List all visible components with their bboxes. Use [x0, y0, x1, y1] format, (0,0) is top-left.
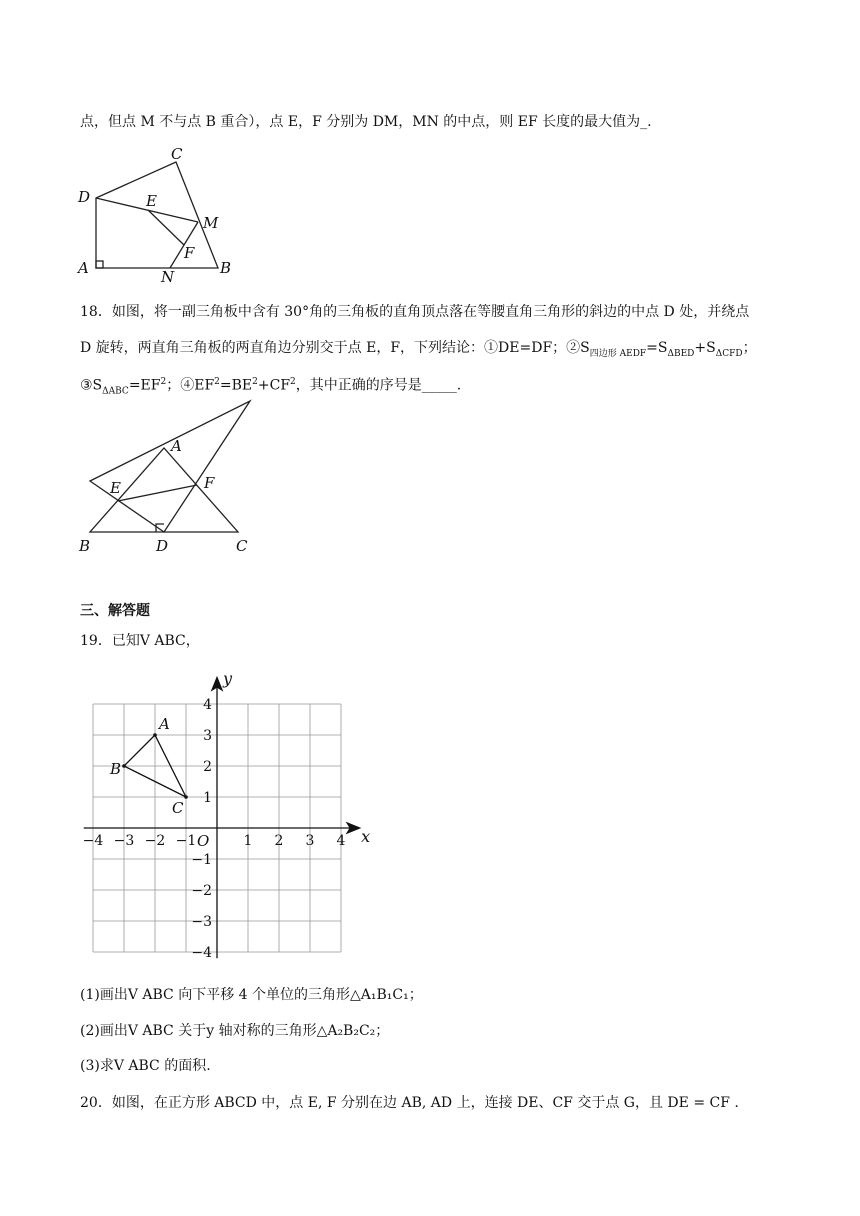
q19-part-2: (2)画出V ABC 关于y 轴对称的三角形△A₂B₂C₂；	[80, 1023, 390, 1039]
q17-label-a: A	[78, 259, 89, 277]
x-tick-label: 2	[274, 833, 284, 849]
q18-line-2-text-d: ；	[742, 340, 757, 356]
q18-line-2	[80, 338, 757, 364]
q18-sup-3: 2	[252, 377, 258, 387]
x-tick-label: 3	[305, 833, 315, 849]
q18-sup-4: 2	[290, 377, 296, 387]
q18-label-f: F	[204, 474, 215, 492]
q19-figure	[70, 658, 380, 973]
q17-right-angle	[96, 261, 103, 268]
q17-label-m: M	[203, 214, 219, 232]
q18-line-3-text-a: ③S	[80, 377, 103, 394]
q18-sup-2: 2	[214, 377, 220, 387]
section-heading: 三、解答题	[80, 603, 150, 619]
q17-label-d: D	[78, 188, 91, 206]
q18-label-b: B	[79, 537, 91, 555]
q18-line-3-text-f: ，其中正确的序号是_____.	[295, 377, 462, 394]
q18-subscript-abc: ΔABC	[102, 386, 129, 397]
q18-line-3-text-b: =EF	[128, 377, 161, 394]
q18-line-3-text-d: =BE	[219, 377, 253, 394]
vertex-point	[184, 795, 188, 799]
q20-text: 20．如图，在正方形 ABCD 中，点 E, F 分别在边 AB, AD 上，连接 DE、CF 交于点 G，且 DE = CF .	[80, 1095, 739, 1111]
vertex-label: A	[159, 715, 170, 733]
q17-segment-ef	[148, 210, 184, 245]
q18-line-3-text-c: ；④EF	[166, 377, 215, 394]
vertex-label: B	[110, 760, 122, 778]
y-tick-label: −4	[191, 945, 212, 961]
q18-subscript-bed: ΔBED	[667, 348, 695, 359]
q19-x-axis-label: x	[361, 827, 371, 846]
q17-label-e: E	[146, 192, 157, 210]
q17-diagram	[70, 142, 250, 282]
x-tick-label: −2	[144, 833, 166, 849]
x-tick-label: 1	[243, 833, 253, 849]
q19-part-1: (1)画出V ABC 向下平移 4 个单位的三角形△A₁B₁C₁；	[80, 987, 423, 1003]
vertex-point	[153, 733, 157, 737]
q18-line-1: 18．如图，将一副三角板中含有 30°角的三角板的直角顶点落在等腰直角三角形的斜边的中点 D 处，并绕点	[80, 304, 750, 320]
q18-line-2-text-b: =S	[646, 340, 668, 356]
y-tick-label: 3	[203, 728, 212, 744]
x-tick-label: −1	[175, 833, 197, 849]
q18-subscript-cfd: ΔCFD	[715, 348, 743, 359]
q19-axes	[84, 678, 360, 959]
q18-line-2-text-c: +S	[694, 340, 716, 356]
y-tick-label: 1	[203, 790, 212, 806]
q18-line-2-text-a: D 旋转，两直角三角板的两直角边分别交于点 E，F，下列结论：①DE=DF；②S	[80, 340, 590, 356]
vertex-point	[122, 764, 126, 768]
q18-line-3-text-e: +CF	[257, 377, 291, 394]
y-tick-label: 2	[203, 759, 212, 775]
q18-sup-1: 2	[160, 377, 167, 387]
x-tick-label: 4	[336, 833, 346, 849]
q19-coordinate-grid	[70, 658, 380, 973]
q17-figure	[70, 142, 250, 282]
q17-text: 点，但点 M 不与点 B 重合），点 E，F 分别为 DM，MN 的中点，则 EF 长度的最大值为_.	[80, 114, 652, 130]
x-tick-label: −4	[82, 833, 104, 849]
y-tick-label: 4	[203, 697, 212, 713]
q18-30deg-triangle	[90, 401, 250, 532]
x-tick-label: −3	[113, 833, 135, 849]
y-tick-label: −1	[191, 852, 212, 868]
q19-tick-labels	[83, 697, 346, 961]
q18-label-c: C	[236, 537, 248, 555]
q18-subscript-aedf: 四边形 AEDF	[589, 348, 647, 359]
q17-quadrilateral	[96, 162, 218, 268]
q17-label-b: B	[220, 259, 232, 277]
q19-part-3: (3)求V ABC 的面积.	[80, 1058, 211, 1074]
y-tick-label: −3	[191, 914, 212, 930]
q17-label-c: C	[171, 145, 183, 163]
y-tick-label: −2	[191, 883, 212, 899]
q18-figure	[70, 395, 270, 560]
q18-diagram	[70, 395, 270, 560]
q18-label-a: A	[171, 437, 182, 455]
q17-label-f: F	[184, 244, 195, 262]
q18-label-e: E	[110, 479, 121, 497]
q17-label-n: N	[161, 268, 175, 282]
q19-intro: 19．已知V ABC，	[80, 633, 200, 649]
q19-y-axis-label: y	[223, 668, 233, 688]
q19-origin-label: O	[197, 832, 210, 850]
vertex-label: C	[172, 799, 184, 817]
q18-label-d: D	[156, 537, 169, 555]
